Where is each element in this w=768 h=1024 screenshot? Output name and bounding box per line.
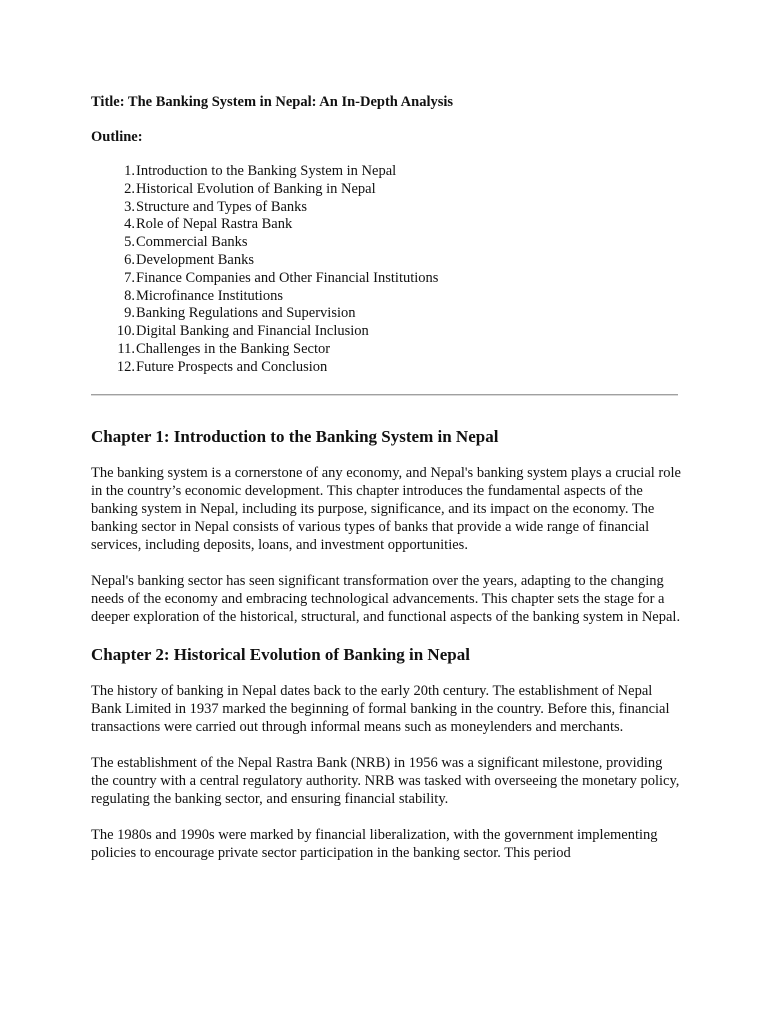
outline-item-number: 4.: [124, 216, 135, 233]
chapter-2-paragraph-2: The establishment of the Nepal Rastra Bank (NRB) in 1956 was a significant milestone, providing the country with a central regulatory authority. NRB was tasked with overseeing the monetary policy, regulating the banking sector, and ensuring financial stability.: [91, 754, 680, 807]
chapter-1-paragraph-1: The banking system is a cornerstone of any economy, and Nepal's banking system plays a crucial role in the country’s economic development. This chapter introduces the fundamental aspects of the banking system in Nepal, including its purpose, significance, and its impact on the economy. The banking sector in Nepal consists of various types of banks that provide a wide range of financial services, including deposits, loans, and investment opportunities.: [91, 464, 681, 553]
outline-item-number: 3.: [124, 198, 135, 215]
outline-item-text: Digital Banking and Financial Inclusion: [136, 323, 369, 340]
outline-item-text: Challenges in the Banking Sector: [136, 340, 331, 357]
outline-item: [91, 163, 681, 181]
outline-list: [91, 163, 681, 377]
outline-item-number: 10.: [116, 323, 135, 340]
outline-item-text: Finance Companies and Other Financial Institutions: [136, 269, 439, 286]
outline-item: [91, 270, 681, 288]
outline-item: [91, 341, 681, 359]
outline-item-number: 9.: [124, 305, 135, 322]
outline-heading: Outline:: [91, 129, 143, 145]
outline-item-number: 5.: [124, 234, 135, 251]
outline-item: [91, 181, 681, 199]
outline-item: [91, 234, 681, 252]
outline-item: [91, 216, 681, 234]
chapter-1-heading: Chapter 1: Introduction to the Banking System in Nepal: [91, 426, 499, 446]
outline-item: [91, 199, 681, 217]
outline-item-text: Future Prospects and Conclusion: [136, 358, 328, 375]
outline-item-text: Development Banks: [136, 251, 254, 268]
outline-item-text: Introduction to the Banking System in Nepal: [136, 163, 397, 179]
outline-item-number: 7.: [124, 269, 135, 286]
outline-item-number: 12.: [116, 358, 135, 375]
outline-item-number: 6.: [124, 251, 135, 268]
outline-item-number: 8.: [124, 287, 135, 304]
outline-item-number: 11.: [117, 340, 135, 357]
outline-item-text: Historical Evolution of Banking in Nepal: [136, 180, 376, 197]
outline-item: [91, 305, 681, 323]
outline-item: [91, 252, 681, 270]
chapter-1-paragraph-2: Nepal's banking sector has seen significant transformation over the years, adapting to the changing needs of the economy and embracing technological advancements. This chapter sets the stage for a deeper exploration of the historical, structural, and functional aspects of the banking system in Nepal.: [91, 572, 681, 625]
outline-item-text: Microfinance Institutions: [136, 287, 283, 304]
outline-item-number: 1.: [124, 163, 135, 179]
chapter-2-paragraph-3: The 1980s and 1990s were marked by financial liberalization, with the government implementing policies to encourage private sector participation in the banking sector. This period: [91, 826, 658, 861]
outline-item: [91, 323, 681, 341]
outline-item-number: 2.: [124, 180, 135, 197]
chapter-2-paragraph-1: The history of banking in Nepal dates back to the early 20th century. The establishment of Nepal Bank Limited in 1937 marked the beginning of formal banking in the country. Before this, financial transactions were carried out through informal means such as moneylenders and merchants.: [91, 682, 670, 735]
chapter-2-heading: Chapter 2: Historical Evolution of Banking in Nepal: [91, 644, 470, 664]
outline-item-text: Banking Regulations and Supervision: [136, 305, 356, 322]
horizontal-divider: [91, 394, 678, 396]
outline-item-text: Structure and Types of Banks: [136, 198, 308, 215]
document-title: Title: The Banking System in Nepal: An In-Depth Analysis: [91, 94, 454, 110]
outline-item: [91, 288, 681, 306]
outline-item: [91, 359, 681, 377]
document-page: [91, 93, 681, 862]
outline-item-text: Commercial Banks: [136, 234, 248, 251]
outline-item-text: Role of Nepal Rastra Bank: [136, 216, 293, 233]
